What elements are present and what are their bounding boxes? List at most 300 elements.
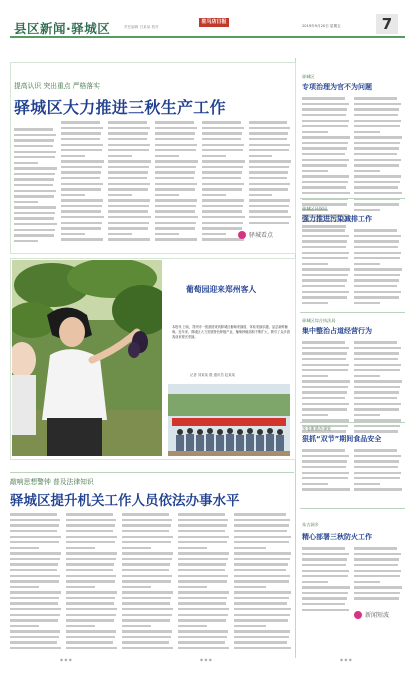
text-line	[354, 460, 399, 462]
text-line	[302, 466, 346, 468]
text-line	[354, 246, 398, 248]
text-line	[354, 296, 399, 298]
text-line	[66, 575, 116, 577]
text-line	[155, 160, 198, 162]
text-line	[302, 181, 348, 183]
text-line	[66, 552, 117, 554]
text-line	[234, 625, 266, 627]
text-line	[302, 408, 347, 410]
text-line	[354, 472, 401, 474]
text-line	[302, 455, 349, 457]
text-line	[61, 132, 101, 134]
text-line	[14, 190, 56, 192]
text-line	[14, 195, 54, 197]
text-line	[302, 246, 346, 248]
text-line	[155, 194, 179, 196]
text-line	[234, 552, 291, 554]
text-line	[354, 488, 402, 490]
text-line	[302, 558, 347, 560]
text-line	[354, 369, 400, 371]
text-line	[178, 591, 229, 593]
text-line	[14, 229, 55, 231]
text-line	[61, 216, 104, 218]
text-line	[302, 397, 345, 399]
text-line	[122, 524, 171, 526]
text-line	[178, 619, 226, 621]
text-line	[354, 386, 400, 388]
text-line	[155, 138, 194, 140]
text-line	[202, 183, 244, 185]
text-line	[10, 513, 57, 515]
text-line	[155, 183, 197, 185]
text-line	[354, 477, 400, 479]
text-line	[122, 552, 173, 554]
bottom-kicker: 敲响思想警钟 普及法律知识	[10, 478, 94, 486]
text-line	[178, 580, 227, 582]
text-line	[302, 235, 349, 237]
text-line	[354, 114, 398, 116]
page-number: 7	[376, 14, 398, 34]
text-line	[302, 108, 347, 110]
text-line	[155, 132, 195, 134]
text-line	[61, 205, 102, 207]
text-line	[249, 177, 287, 179]
text-line	[122, 586, 151, 588]
text-line	[354, 575, 400, 577]
text-line	[122, 641, 169, 643]
text-line	[354, 153, 397, 155]
text-line	[155, 121, 194, 123]
footer-ornament: ◆ ◆ ◆	[60, 657, 72, 662]
grape-picking-photo	[12, 260, 162, 456]
text-line	[302, 581, 328, 583]
text-line	[302, 170, 328, 172]
text-line	[178, 519, 228, 521]
text-line	[122, 536, 173, 538]
sidebar-item-body-col2	[354, 94, 402, 214]
sidebar-item-kicker: 朱古洞乡	[302, 522, 319, 527]
text-line	[234, 530, 287, 532]
text-line	[302, 186, 346, 188]
text-line	[234, 580, 289, 582]
text-line	[354, 358, 398, 360]
text-line	[202, 127, 244, 129]
text-line	[354, 347, 401, 349]
text-line	[354, 240, 399, 242]
text-line	[202, 138, 241, 140]
text-line	[10, 547, 39, 549]
text-line	[10, 530, 57, 532]
text-line	[178, 575, 228, 577]
text-line	[302, 547, 345, 549]
text-line	[354, 229, 397, 231]
text-line	[61, 144, 103, 146]
text-line	[14, 206, 56, 208]
text-line	[302, 347, 349, 349]
text-line	[178, 524, 227, 526]
text-line	[354, 268, 402, 270]
lead-column-1	[14, 125, 57, 243]
lead-kicker: 提高认识 突出重点 严格落实	[14, 82, 100, 90]
text-line	[234, 575, 290, 577]
text-line	[14, 217, 54, 219]
text-line	[61, 188, 101, 190]
text-line	[108, 144, 150, 146]
text-line	[178, 641, 225, 643]
sidebar-item-body-col1	[302, 544, 350, 614]
text-line	[61, 222, 102, 224]
sidebar-section-badge	[354, 608, 389, 621]
text-line	[61, 227, 101, 229]
text-line	[302, 229, 345, 231]
text-line	[234, 586, 266, 588]
text-line	[202, 132, 242, 134]
text-line	[302, 263, 328, 265]
text-line	[108, 121, 147, 123]
bottom-headline: 驿城区提升机关工作人员依法办事水平	[10, 493, 240, 509]
text-line	[66, 597, 115, 599]
text-line	[122, 558, 172, 560]
text-line	[302, 192, 350, 194]
text-line	[108, 177, 147, 179]
text-line	[108, 210, 148, 212]
text-line	[302, 296, 347, 298]
text-line	[302, 131, 328, 133]
text-line	[10, 636, 59, 638]
text-line	[66, 530, 113, 532]
text-line	[302, 120, 349, 122]
text-line	[234, 541, 289, 543]
sidebar-item-title: 精心部署三秋防火工作	[302, 533, 372, 541]
text-line	[234, 608, 291, 610]
text-line	[354, 341, 397, 343]
text-line	[354, 547, 397, 549]
lead-column-6	[249, 118, 291, 226]
text-line	[108, 183, 150, 185]
sidebar-rule	[300, 422, 405, 423]
text-line	[202, 199, 244, 201]
text-line	[234, 569, 286, 571]
text-line	[302, 291, 349, 293]
text-line	[249, 121, 287, 123]
text-line	[302, 159, 349, 161]
sidebar-rule	[300, 198, 405, 199]
bottom-column-2	[66, 510, 118, 650]
text-line	[155, 144, 197, 146]
text-line	[14, 134, 56, 136]
header-rule	[10, 36, 405, 38]
photo-story-byline: 记者 刘某某 摄 通讯员 赵某某	[190, 373, 235, 377]
text-line	[234, 619, 288, 621]
text-line	[202, 194, 226, 196]
text-line	[122, 530, 169, 532]
text-line	[354, 414, 380, 416]
text-line	[122, 563, 170, 565]
sidebar-item-kicker: 水屯街道办事处	[302, 426, 332, 431]
text-line	[302, 114, 346, 116]
text-line	[354, 380, 402, 382]
text-line	[354, 430, 398, 432]
text-line	[302, 257, 348, 259]
text-line	[61, 171, 101, 173]
text-line	[354, 186, 398, 188]
text-line	[61, 233, 85, 235]
text-line	[108, 155, 132, 157]
text-line	[66, 614, 116, 616]
text-line	[202, 205, 243, 207]
text-line	[155, 188, 195, 190]
text-line	[354, 352, 399, 354]
text-line	[354, 483, 380, 485]
text-line	[66, 591, 117, 593]
text-line	[155, 210, 195, 212]
text-line	[202, 160, 245, 162]
badge-dot-icon	[354, 611, 362, 619]
editor-line: 责任编辑 吕某某 校对	[124, 25, 159, 29]
text-line	[178, 541, 227, 543]
text-line	[202, 227, 242, 229]
text-line	[108, 205, 149, 207]
text-line	[354, 449, 397, 451]
photo-story-body: 本报讯 日前，郑州市一旅游团来到驿城区葡萄采摘园，体验采摘乐趣，品尝新鲜葡萄。近年来，驿城区大力发展特色种植产业，葡萄种植面积不断扩大，吸引了众多游客前来观光采摘。	[172, 325, 290, 339]
text-line	[14, 201, 38, 203]
text-line	[14, 156, 55, 158]
text-line	[354, 285, 397, 287]
sidebar-item-title: 集中整治占道经营行为	[302, 327, 372, 335]
page-section-title: 县区新闻·驿城区	[14, 21, 111, 36]
text-line	[302, 575, 348, 577]
text-line	[302, 147, 347, 149]
text-line	[66, 647, 117, 649]
text-line	[354, 181, 400, 183]
text-line	[354, 375, 380, 377]
text-line	[354, 397, 397, 399]
text-line	[302, 414, 328, 416]
sidebar-item-kicker: 驿城区综合执法局	[302, 318, 336, 323]
text-line	[10, 580, 59, 582]
text-line	[14, 151, 56, 153]
text-line	[178, 513, 225, 515]
text-line	[302, 274, 348, 276]
text-line	[178, 558, 228, 560]
text-line	[234, 519, 290, 521]
text-line	[302, 279, 347, 281]
text-line	[249, 149, 289, 151]
sidebar-item-body-col1	[302, 338, 350, 438]
text-line	[249, 132, 288, 134]
text-line	[354, 553, 401, 555]
text-line	[234, 591, 291, 593]
text-line	[155, 227, 195, 229]
text-line	[302, 586, 350, 588]
sidebar-item-body-col2	[354, 226, 402, 306]
text-line	[155, 127, 197, 129]
text-line	[122, 625, 151, 627]
text-line	[66, 563, 114, 565]
text-line	[66, 625, 95, 627]
text-line	[155, 233, 179, 235]
text-line	[155, 177, 194, 179]
badge-label: 驿城看点	[249, 232, 274, 239]
text-line	[10, 625, 39, 627]
text-line	[249, 216, 291, 218]
text-line	[10, 552, 61, 554]
text-line	[61, 210, 101, 212]
text-line	[10, 536, 61, 538]
text-line	[354, 131, 380, 133]
text-line	[14, 223, 57, 225]
footer-ornament: ◆ ◆ ◆	[200, 657, 212, 662]
text-line	[155, 238, 197, 240]
text-line	[108, 166, 149, 168]
text-line	[302, 302, 328, 304]
sidebar-item-body-col2	[354, 338, 402, 438]
text-line	[108, 194, 132, 196]
text-line	[354, 103, 401, 105]
text-line	[202, 188, 242, 190]
text-line	[202, 166, 243, 168]
text-line	[108, 188, 148, 190]
sidebar-rule	[300, 312, 405, 313]
text-line	[202, 155, 226, 157]
text-line	[354, 592, 400, 594]
text-line	[202, 233, 226, 235]
text-line	[61, 238, 103, 240]
text-line	[14, 167, 57, 169]
sidebar-rule	[300, 508, 405, 509]
text-line	[108, 216, 151, 218]
newspaper-logo: 驻马店日报	[199, 18, 229, 27]
bottom-column-4	[178, 510, 230, 650]
text-line	[302, 164, 347, 166]
text-line	[10, 608, 61, 610]
text-line	[10, 541, 59, 543]
text-line	[354, 209, 380, 211]
text-line	[10, 619, 58, 621]
text-line	[234, 641, 287, 643]
sidebar-item-kicker: 驿城区	[302, 74, 315, 79]
text-line	[302, 136, 350, 138]
sidebar-item-body-col2	[354, 544, 402, 600]
text-line	[354, 425, 400, 427]
text-line	[234, 602, 287, 604]
text-line	[302, 375, 328, 377]
text-line	[234, 647, 291, 649]
text-line	[66, 636, 115, 638]
text-line	[10, 602, 58, 604]
text-line	[249, 194, 272, 196]
text-line	[66, 580, 115, 582]
text-line	[354, 164, 399, 166]
text-line	[108, 171, 148, 173]
text-line	[354, 257, 400, 259]
text-line	[10, 575, 60, 577]
text-line	[302, 369, 348, 371]
text-line	[354, 125, 400, 127]
lead-headline: 驿城区大力推进三秋生产工作	[14, 98, 226, 117]
text-line	[122, 519, 172, 521]
text-line	[155, 216, 198, 218]
text-line	[108, 149, 149, 151]
text-line	[234, 513, 286, 515]
text-line	[155, 149, 196, 151]
text-line	[61, 121, 100, 123]
text-line	[354, 203, 399, 205]
text-line	[10, 586, 39, 588]
text-line	[14, 240, 38, 242]
text-line	[249, 171, 288, 173]
text-line	[302, 103, 349, 105]
text-line	[122, 619, 170, 621]
text-line	[302, 391, 347, 393]
text-line	[10, 563, 58, 565]
sidebar-item-title: 专项治理为官不为问题	[302, 83, 372, 91]
text-line	[178, 647, 229, 649]
text-line	[155, 199, 197, 201]
text-line	[302, 153, 345, 155]
text-line	[302, 97, 345, 99]
text-line	[354, 455, 401, 457]
text-line	[10, 641, 57, 643]
text-line	[354, 192, 402, 194]
text-line	[354, 302, 380, 304]
text-line	[155, 166, 196, 168]
text-line	[108, 227, 148, 229]
badge-dot-icon	[238, 231, 246, 239]
text-line	[155, 171, 195, 173]
text-line	[249, 222, 289, 224]
text-line	[14, 139, 54, 141]
text-line	[108, 233, 132, 235]
bottom-column-1	[10, 510, 62, 650]
text-line	[122, 575, 172, 577]
text-line	[302, 341, 345, 343]
text-line	[122, 597, 171, 599]
text-line	[302, 403, 349, 405]
text-line	[302, 488, 350, 490]
text-line	[202, 171, 242, 173]
lead-column-2	[61, 118, 104, 243]
text-line	[354, 252, 401, 254]
text-line	[122, 608, 173, 610]
text-line	[61, 138, 100, 140]
text-line	[66, 541, 115, 543]
text-line	[10, 591, 61, 593]
text-line	[66, 641, 113, 643]
lead-column-4	[155, 118, 198, 243]
text-line	[66, 558, 116, 560]
lead-column-5	[202, 118, 245, 243]
text-line	[354, 263, 380, 265]
text-line	[302, 570, 349, 572]
text-line	[249, 210, 288, 212]
text-line	[354, 364, 401, 366]
bottom-article-rule	[10, 472, 294, 473]
text-line	[61, 166, 102, 168]
text-line	[66, 602, 114, 604]
text-line	[61, 155, 85, 157]
text-line	[61, 160, 104, 162]
text-line	[61, 149, 102, 151]
text-line	[354, 558, 399, 560]
text-line	[14, 184, 53, 186]
text-line	[10, 524, 59, 526]
text-line	[14, 145, 53, 147]
text-line	[302, 268, 350, 270]
text-line	[108, 127, 150, 129]
text-line	[66, 608, 117, 610]
text-line	[354, 108, 399, 110]
